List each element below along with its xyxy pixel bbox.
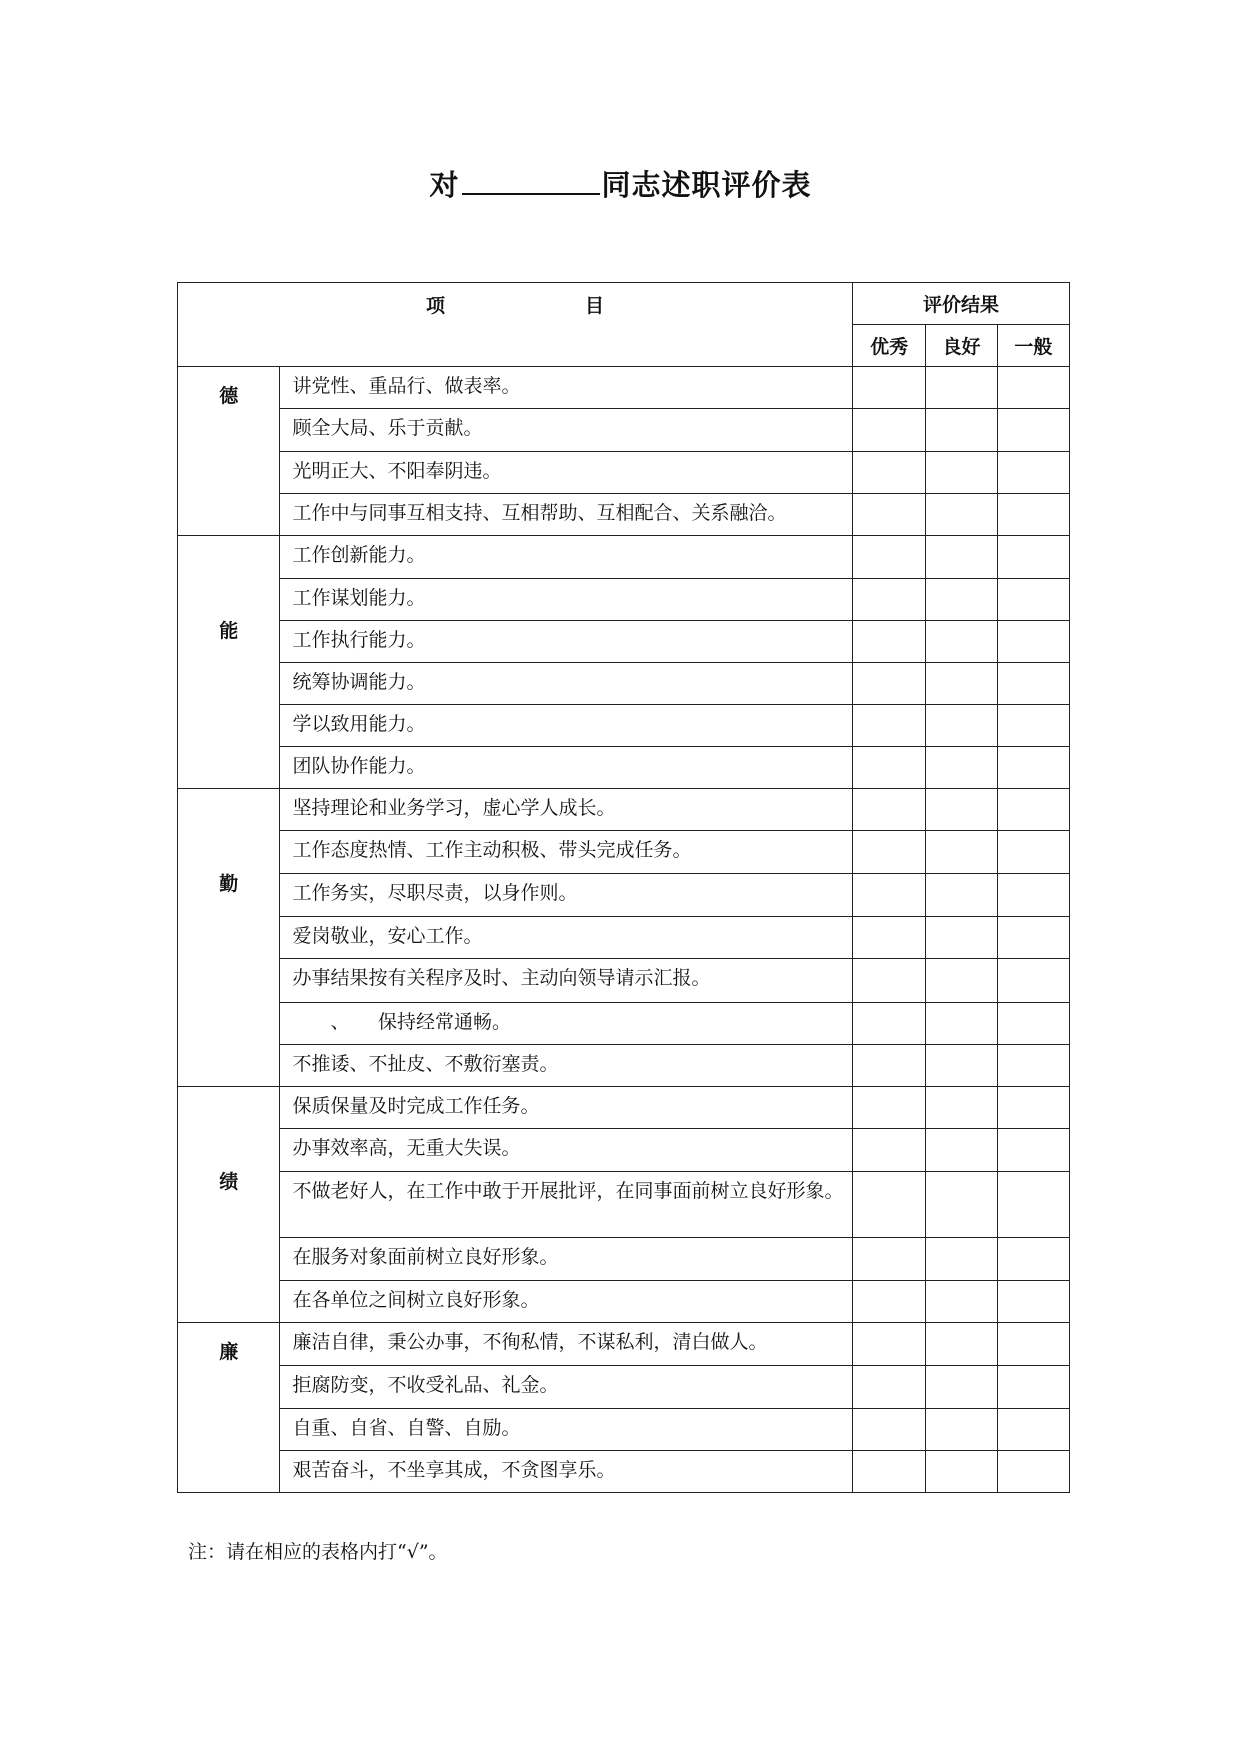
check-cell-average[interactable] [997, 789, 1069, 831]
table-row [178, 1238, 1070, 1281]
check-cell-good[interactable] [926, 663, 997, 705]
check-cell-average[interactable] [997, 1129, 1069, 1172]
check-cell-average[interactable] [997, 536, 1069, 579]
check-cell-excellent[interactable] [853, 959, 926, 1003]
check-cell-average[interactable] [997, 874, 1069, 917]
criterion-text: 讲党性、重品行、做表率。 [280, 367, 853, 409]
criterion-text: 统筹协调能力。 [280, 663, 853, 705]
page-title [0, 163, 1241, 204]
check-cell-good[interactable] [926, 1003, 997, 1045]
evaluation-table [177, 282, 1070, 1493]
criterion-text: 工作态度热情、工作主动积极、带头完成任务。 [280, 831, 853, 874]
criterion-text: 保质保量及时完成工作任务。 [280, 1087, 853, 1129]
table-row [178, 621, 1070, 663]
criterion-text: 不推诿、不扯皮、不敷衍塞责。 [280, 1045, 853, 1087]
check-cell-average[interactable] [997, 1323, 1069, 1366]
table-row [178, 494, 1070, 536]
criterion-text: 办事结果按有关程序及时、主动向领导请示汇报。 [280, 959, 853, 1003]
table-row [178, 1172, 1070, 1238]
check-cell-excellent[interactable] [853, 789, 926, 831]
check-cell-good[interactable] [926, 579, 997, 621]
title-suffix: 同志述职评价表 [601, 168, 812, 202]
table-row [178, 705, 1070, 747]
check-cell-average[interactable] [997, 1451, 1069, 1493]
criterion-text: 学以致用能力。 [280, 705, 853, 747]
table-row [178, 452, 1070, 494]
check-cell-average[interactable] [997, 917, 1069, 959]
check-cell-average[interactable] [997, 959, 1069, 1003]
check-cell-good[interactable] [926, 1172, 997, 1238]
category-label: 能 [178, 536, 280, 789]
check-cell-good[interactable] [926, 874, 997, 917]
category-label: 德 [178, 367, 280, 536]
check-cell-good[interactable] [926, 959, 997, 1003]
criterion-text: 工作中与同事互相支持、互相帮助、互相配合、关系融洽。 [280, 494, 853, 536]
table-row [178, 831, 1070, 874]
criterion-text: 廉洁自律，秉公办事，不徇私情，不谋私利，清白做人。 [280, 1323, 853, 1366]
check-cell-good[interactable] [926, 831, 997, 874]
check-cell-average[interactable] [997, 1366, 1069, 1409]
criterion-text: 在各单位之间树立良好形象。 [280, 1281, 853, 1323]
category-label: 勤 [178, 789, 280, 1087]
criterion-text: 、 保持经常通畅。 [280, 1003, 853, 1045]
criterion-text: 工作执行能力。 [280, 621, 853, 663]
criterion-text: 团队协作能力。 [280, 747, 853, 789]
check-cell-excellent[interactable] [853, 663, 926, 705]
check-cell-average[interactable] [997, 705, 1069, 747]
criterion-text: 办事效率高，无重大失误。 [280, 1129, 853, 1172]
footnote: 注：请在相应的表格内打“√”。 [188, 1541, 448, 1563]
criterion-text: 拒腐防变，不收受礼品、礼金。 [280, 1366, 853, 1409]
check-cell-excellent[interactable] [853, 831, 926, 874]
table-row [178, 1129, 1070, 1172]
check-cell-average[interactable] [997, 663, 1069, 705]
check-cell-good[interactable] [926, 409, 997, 452]
table-row [178, 1281, 1070, 1323]
table-row [178, 1323, 1070, 1366]
header-item-char-2: 目 [585, 295, 605, 317]
check-cell-good[interactable] [926, 452, 997, 494]
check-cell-good[interactable] [926, 789, 997, 831]
check-cell-average[interactable] [997, 1281, 1069, 1323]
table-row [178, 536, 1070, 579]
criterion-text: 光明正大、不阳奉阴违。 [280, 452, 853, 494]
check-cell-good[interactable] [926, 1451, 997, 1493]
table-row [178, 579, 1070, 621]
check-cell-excellent[interactable] [853, 1087, 926, 1129]
check-cell-excellent[interactable] [853, 494, 926, 536]
check-cell-excellent[interactable] [853, 747, 926, 789]
check-cell-average[interactable] [997, 409, 1069, 452]
check-cell-excellent[interactable] [853, 705, 926, 747]
check-cell-excellent[interactable] [853, 1409, 926, 1451]
check-cell-excellent[interactable] [853, 1172, 926, 1238]
category-label: 廉 [178, 1323, 280, 1493]
check-cell-excellent[interactable] [853, 1238, 926, 1281]
table-row [178, 747, 1070, 789]
check-cell-good[interactable] [926, 1281, 997, 1323]
name-blank-line[interactable] [462, 169, 600, 195]
table-row [178, 409, 1070, 452]
criterion-text: 顾全大局、乐于贡献。 [280, 409, 853, 452]
table-row [178, 917, 1070, 959]
criterion-text: 工作谋划能力。 [280, 579, 853, 621]
check-cell-good[interactable] [926, 494, 997, 536]
criterion-text: 艰苦奋斗，不坐享其成，不贪图享乐。 [280, 1451, 853, 1493]
check-cell-good[interactable] [926, 367, 997, 409]
table-row [178, 1045, 1070, 1087]
check-cell-excellent[interactable] [853, 536, 926, 579]
check-cell-excellent[interactable] [853, 579, 926, 621]
check-cell-excellent[interactable] [853, 1003, 926, 1045]
check-cell-average[interactable] [997, 1003, 1069, 1045]
header-item [178, 283, 853, 367]
check-cell-excellent[interactable] [853, 1366, 926, 1409]
table-row [178, 874, 1070, 917]
header-grade-average: 一般 [997, 325, 1069, 367]
check-cell-excellent[interactable] [853, 452, 926, 494]
check-cell-good[interactable] [926, 536, 997, 579]
title-prefix: 对 [429, 168, 460, 202]
header-grade-good: 良好 [926, 325, 997, 367]
check-cell-excellent[interactable] [853, 1129, 926, 1172]
criterion-text: 工作创新能力。 [280, 536, 853, 579]
check-cell-excellent[interactable] [853, 917, 926, 959]
table-row [178, 1003, 1070, 1045]
check-cell-good[interactable] [926, 1323, 997, 1366]
criterion-text: 自重、自省、自警、自励。 [280, 1409, 853, 1451]
table-row [178, 367, 1070, 409]
check-cell-good[interactable] [926, 1238, 997, 1281]
table-row [178, 789, 1070, 831]
criterion-text: 坚持理论和业务学习，虚心学人成长。 [280, 789, 853, 831]
check-cell-average[interactable] [997, 1087, 1069, 1129]
table-row [178, 1366, 1070, 1409]
category-label: 绩 [178, 1087, 280, 1323]
criterion-text: 工作务实，尽职尽责，以身作则。 [280, 874, 853, 917]
check-cell-average[interactable] [997, 1045, 1069, 1087]
check-cell-average[interactable] [997, 621, 1069, 663]
check-cell-good[interactable] [926, 1129, 997, 1172]
table-row [178, 1451, 1070, 1493]
check-cell-good[interactable] [926, 705, 997, 747]
check-cell-average[interactable] [997, 1409, 1069, 1451]
check-cell-excellent[interactable] [853, 367, 926, 409]
check-cell-excellent[interactable] [853, 621, 926, 663]
check-cell-good[interactable] [926, 1045, 997, 1087]
check-cell-good[interactable] [926, 917, 997, 959]
check-cell-good[interactable] [926, 621, 997, 663]
check-cell-average[interactable] [997, 831, 1069, 874]
header-item-char-1: 项 [425, 295, 445, 317]
check-cell-average[interactable] [997, 1238, 1069, 1281]
check-cell-good[interactable] [926, 1409, 997, 1451]
check-cell-excellent[interactable] [853, 1323, 926, 1366]
table-row [178, 1409, 1070, 1451]
criterion-text: 在服务对象面前树立良好形象。 [280, 1238, 853, 1281]
table-row [178, 1087, 1070, 1129]
check-cell-excellent[interactable] [853, 1451, 926, 1493]
check-cell-average[interactable] [997, 1172, 1069, 1238]
header-eval-result: 评价结果 [853, 283, 1070, 325]
criterion-text: 不做老好人，在工作中敢于开展批评，在同事面前树立良好形象。 [280, 1172, 853, 1238]
check-cell-excellent[interactable] [853, 1045, 926, 1087]
check-cell-excellent[interactable] [853, 1281, 926, 1323]
check-cell-excellent[interactable] [853, 874, 926, 917]
check-cell-average[interactable] [997, 494, 1069, 536]
check-cell-average[interactable] [997, 452, 1069, 494]
table-row [178, 959, 1070, 1003]
check-cell-good[interactable] [926, 747, 997, 789]
check-cell-good[interactable] [926, 1087, 997, 1129]
header-grade-excellent: 优秀 [853, 325, 926, 367]
table-row [178, 663, 1070, 705]
criterion-text: 爱岗敬业，安心工作。 [280, 917, 853, 959]
check-cell-good[interactable] [926, 1366, 997, 1409]
check-cell-average[interactable] [997, 747, 1069, 789]
check-cell-average[interactable] [997, 579, 1069, 621]
check-cell-average[interactable] [997, 367, 1069, 409]
check-cell-excellent[interactable] [853, 409, 926, 452]
